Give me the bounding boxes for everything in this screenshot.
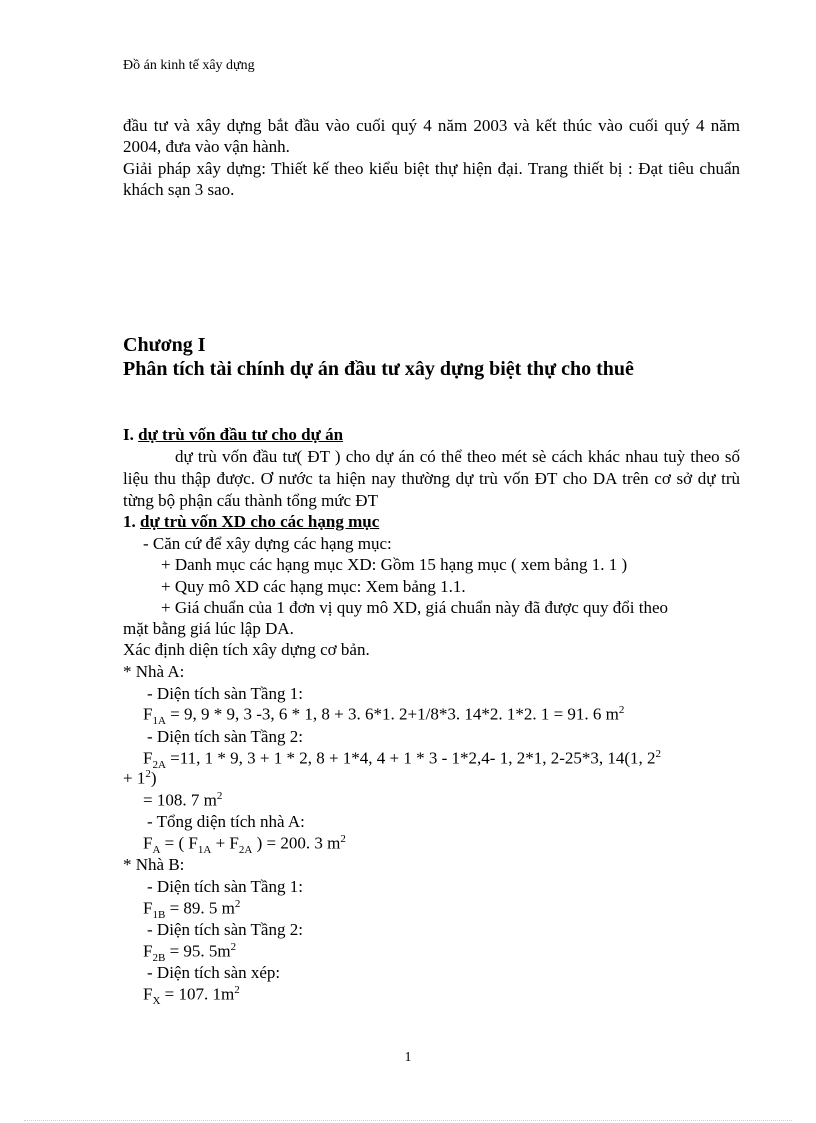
formula-f2a-result <box>143 790 222 811</box>
floor2-label: - Diện tích sàn Tầng 2: <box>147 727 303 746</box>
formula-f2a-result-text: = 108. 7 m <box>143 790 217 810</box>
symbol-f: F <box>143 941 153 961</box>
superscript: 2 <box>655 748 662 760</box>
subsection-title: dự trù vốn XD cho các hạng mục <box>140 512 380 531</box>
subscript: 1A <box>197 844 212 857</box>
formula-f2a-cont-text: + 1 <box>123 768 146 788</box>
subscript: A <box>152 844 161 857</box>
subscript: X <box>152 995 161 1008</box>
superscript: 2 <box>230 941 237 953</box>
superscript: 2 <box>234 984 240 996</box>
symbol-f: F <box>143 748 153 768</box>
page-bottom-divider <box>24 1120 792 1121</box>
superscript: 2 <box>618 704 625 716</box>
section-title: dự trù vốn đầu tư cho dự án <box>138 425 344 444</box>
floor1-label: - Diện tích sàn Tầng 1: <box>147 684 303 703</box>
formula-fa-part3: ) = 200. 3 m <box>256 833 341 853</box>
subsection-heading-1 <box>123 512 379 532</box>
formula-f1b-text: = 89. 5 m <box>169 898 235 918</box>
formula-fx <box>143 984 240 1007</box>
superscript: 2 <box>340 833 346 845</box>
subscript: 2A <box>152 759 166 772</box>
chapter-number: Chương I <box>123 334 206 356</box>
formula-f2b <box>143 941 236 964</box>
formula-f1a-text: = 9, 9 * 9, 3 -3, 6 * 1, 8 + 3. 6*1. 2+1/8*3. 14*2. 1*2. 1 = 91. 6 m <box>170 704 619 724</box>
superscript: 2 <box>145 768 151 780</box>
intro-paragraph-2: Giải pháp xây dựng: Thiết kế theo kiểu biệt thự hiện đại. Trang thiết bị : Đạt tiêu chuẩn khách sạn 3 sao. <box>123 159 740 199</box>
bullet-3: + Giá chuẩn của 1 đơn vị quy mô XD, giá chuẩn này đã được quy đổi theo <box>161 598 668 617</box>
house-a-label: * Nhà A: <box>123 662 185 681</box>
subscript: 1B <box>152 909 166 922</box>
subscript: 2A <box>238 844 253 857</box>
symbol-f: F <box>143 833 153 853</box>
symbol-f: F <box>143 704 153 724</box>
formula-f2a <box>143 748 661 771</box>
formula-f1b <box>143 898 240 921</box>
formula-f2a-cont: + $1^2$) <box>123 768 157 788</box>
superscript: 2 <box>234 898 241 910</box>
section-number: I. <box>123 425 134 444</box>
floor1b-label: - Diện tích sàn Tầng 1: <box>147 877 303 896</box>
total-a-label: - Tổng diện tích nhà A: <box>147 812 305 831</box>
bullet-2: + Quy mô XD các hạng mục: Xem bảng 1.1. <box>161 577 466 596</box>
subsection-number: 1. <box>123 512 136 531</box>
formula-fa-part1: = ( F <box>164 833 198 853</box>
symbol-f: F <box>143 984 153 1004</box>
symbol-f: F <box>143 898 153 918</box>
determine-line: Xác định diện tích xây dựng cơ bản. <box>123 640 370 659</box>
formula-f2a-text: =11, 1 * 9, 3 + 1 * 2, 8 + 1*4, 4 + 1 * 3 - 1*2,4- 1, 2*1, 2-25*3, 14(1, 2 <box>170 748 656 768</box>
formula-f2b-text: = 95. 5m <box>169 941 231 961</box>
formula-fa-part2: + F <box>215 833 239 853</box>
section-heading-1 <box>123 425 343 445</box>
subscript: 1A <box>152 715 166 728</box>
intro-paragraph-1: đầu tư và xây dựng bắt đầu vào cuối quý 4 năm 2003 và kết thúc vào cuối quý 4 năm 2004, đưa vào vận hành. <box>123 116 740 156</box>
subscript: 2B <box>152 952 166 965</box>
chapter-title: Phân tích tài chính dự án đầu tư xây dựng biệt thự cho thuê <box>123 358 634 380</box>
section-body: dự trù vốn đầu tư( ĐT ) cho dự án có thể theo mét sè cách khác nhau tuỳ theo số liệu thu thập được. Ơ nước ta hiện nay thường dự trù vốn ĐT cho DA trên cơ sở dự trù từng bộ phận cấu thành tổng mức ĐT <box>123 447 740 510</box>
formula-fx-text: = 107. 1m <box>164 984 235 1004</box>
floorx-label: - Diện tích sàn xép: <box>147 963 281 982</box>
house-b-label: * Nhà B: <box>123 855 185 874</box>
floor2b-label: - Diện tích sàn Tầng 2: <box>147 920 303 939</box>
bullet-3-cont: mặt bằng giá lúc lập DA. <box>123 619 294 638</box>
basis-line: - Căn cứ để xây dựng các hạng mục: <box>143 534 392 553</box>
formula-f1a <box>143 704 624 727</box>
page-number: 1 <box>404 1050 412 1065</box>
running-header: Đồ án kinh tế xây dựng <box>123 58 255 73</box>
bullet-1: + Danh mục các hạng mục XD: Gồm 15 hạng mục ( xem bảng 1. 1 ) <box>161 555 628 574</box>
formula-fa <box>143 833 346 856</box>
superscript: 2 <box>216 790 223 802</box>
